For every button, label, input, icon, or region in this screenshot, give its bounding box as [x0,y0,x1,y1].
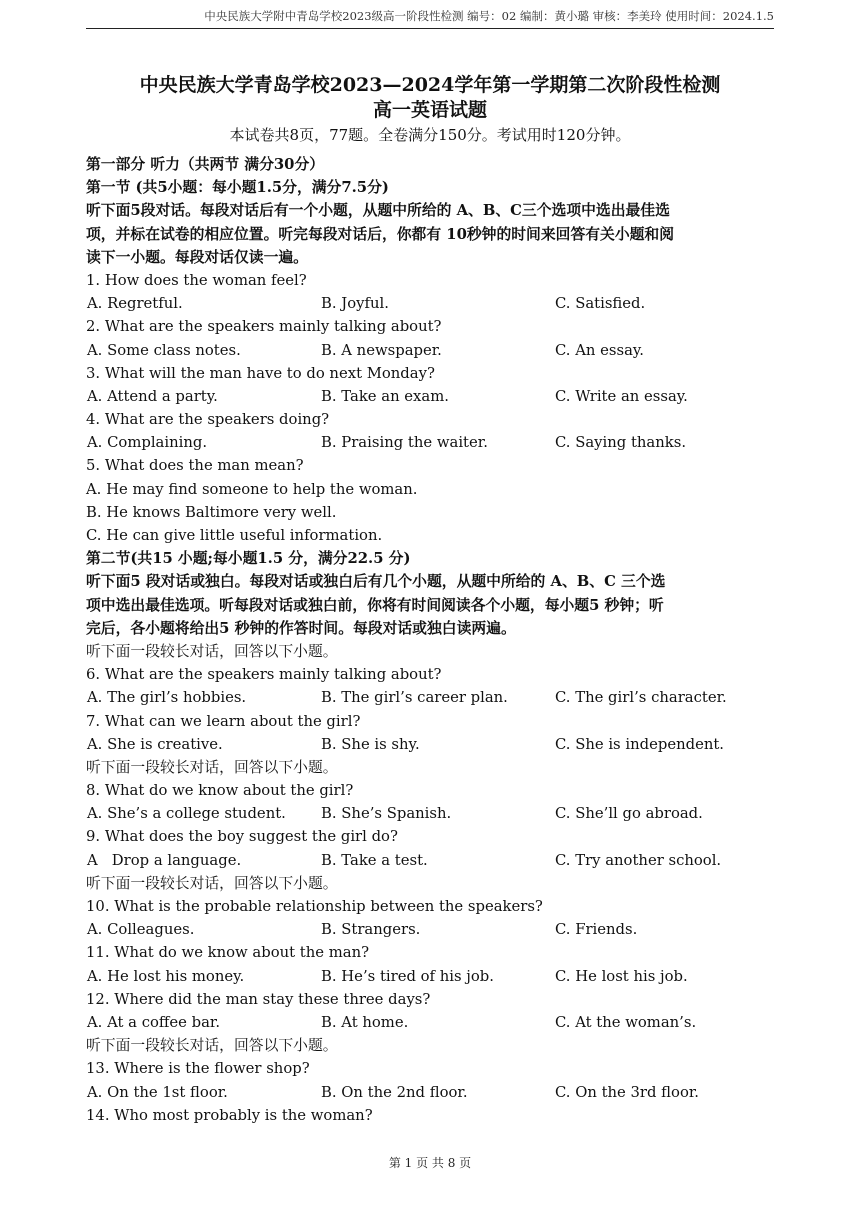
exam-subject-title: 高一英语试题 [372,99,487,121]
question-text: 1. How does the woman feel? [86,271,307,289]
question-text: 5. What does the man mean? [86,457,304,475]
option-c: C. Try another school. [555,851,722,869]
section1-instruction-line: 听下面5段对话。每段对话后有一个小题，从题中所给的 A、B、C三个选项中选出最佳选 [86,202,670,220]
option-c: C. Satisfied. [555,295,646,313]
option-b: B. Praising the waiter. [321,434,488,452]
option-a: A. Complaining. [87,434,208,452]
question-text: 12. Where did the man stay these three days? [86,990,431,1008]
option-b: B. He’s tired of his job. [321,967,494,985]
section1-heading: 第一节 (共5小题：每小题1.5分，满分7.5分) [86,179,389,197]
option-b: B. The girl’s career plan. [321,689,508,707]
option-c: C. He lost his job. [555,967,688,985]
option-b: B. Strangers. [321,921,421,939]
question-options [86,292,778,315]
exam-content [86,153,778,1127]
question-options [86,385,778,408]
option-a: A. He may find someone to help the woman. [86,480,418,498]
option-b: B. She’s Spanish. [321,805,452,823]
dialogue-prompt: 听下面一段较长对话，回答以下小题。 [86,642,338,660]
option-a: A. She’s a college student. [87,805,286,823]
question-options [86,849,778,872]
question-options [86,802,778,825]
option-a: A. Attend a party. [87,387,218,405]
option-c: C. The girl’s character. [555,689,727,707]
section1-instruction-line: 读下一小题。每段对话仅读一遍。 [86,248,308,266]
option-a: A. At a coffee bar. [87,1013,221,1031]
option-a: A. On the 1st floor. [87,1083,228,1101]
dialogue-prompt: 听下面一段较长对话，回答以下小题。 [86,1037,338,1055]
section2-heading: 第二节(共15 小题;每小题1.5 分，满分22.5 分) [86,550,411,568]
option-b: B. He knows Baltimore very well. [86,503,337,521]
dialogue-prompt: 听下面一段较长对话，回答以下小题。 [86,874,338,892]
exam-title: 中央民族大学青岛学校2023—2024学年第一学期第二次阶段性检测 [139,74,721,96]
question-text: 10. What is the probable relationship between the speakers? [86,898,543,915]
option-b: B. A newspaper. [321,341,442,359]
option-b: B. Take a test. [321,851,428,869]
question-text: 2. What are the speakers mainly talking about? [86,318,442,336]
option-b: B. She is shy. [321,735,420,753]
section2-instruction-line: 完后，各小题将给出5 秒钟的作答时间。每段对话或独白读两遍。 [86,619,516,637]
header-divider [86,28,774,29]
question-options [86,1011,778,1034]
option-b: B. Joyful. [321,295,389,313]
question-options [86,965,778,988]
question-text: 14. Who most probably is the woman? [86,1106,373,1124]
question-text: 3. What will the man have to do next Monday? [86,364,435,382]
option-c: C. She is independent. [555,735,725,753]
question-options [86,918,778,941]
question-text: 4. What are the speakers doing? [86,411,330,429]
option-a: A. The girl’s hobbies. [87,689,247,707]
option-a: A. He lost his money. [87,967,245,985]
question-options [86,686,778,709]
option-c: C. Write an essay. [555,387,688,405]
option-c: C. Friends. [555,921,638,939]
question-text: 6. What are the speakers mainly talking about? [86,666,442,684]
section1-instruction-line: 项，并标在试卷的相应位置。听完每段对话后，你都有 10秒钟的时间来回答有关小题和阅 [86,225,675,243]
option-c: C. He can give little useful information. [86,527,383,544]
option-b: B. Take an exam. [321,387,449,405]
page-number: 第 1 页 共 8 页 [388,1156,472,1170]
option-c: C. On the 3rd floor. [555,1083,700,1101]
question-text: 9. What does the boy suggest the girl do? [86,828,398,846]
question-options [86,733,778,756]
option-a: A Drop a language. [87,851,242,869]
question-text: 13. Where is the flower shop? [86,1060,310,1078]
option-c: C. At the woman’s. [555,1013,697,1031]
option-a: A. Colleagues. [87,921,195,939]
option-b: B. At home. [321,1013,409,1031]
document-header: 中央民族大学附中青岛学校2023级高一阶段性检测 编号：02 编制：黄小璐 审核：李美玲 使用时间：2024.1.5 [204,9,774,23]
option-a: A. Some class notes. [87,341,241,359]
option-c: C. She’ll go abroad. [555,805,703,823]
question-text: 7. What can we learn about the girl? [86,712,361,730]
dialogue-prompt: 听下面一段较长对话，回答以下小题。 [86,758,338,776]
question-text: 11. What do we know about the man? [86,944,370,962]
option-c: C. An essay. [555,341,644,359]
option-a: A. Regretful. [87,295,183,313]
section2-instruction-line: 听下面5 段对话或独白。每段对话或独白后有几个小题，从题中所给的 A、B、C 三个选 [86,573,666,591]
question-options [86,431,778,454]
question-options [86,1081,778,1104]
option-c: C. Saying thanks. [555,434,687,452]
option-b: B. On the 2nd floor. [321,1083,468,1101]
exam-info: 本试卷共8页，77题。全卷满分150分。考试用时120分钟。 [229,126,631,144]
question-text: 8. What do we know about the girl? [86,782,354,800]
section2-instruction-line: 项中选出最佳选项。听每段对话或独白前，你将有时间阅读各个小题，每小题5 秒钟；听 [86,596,664,614]
question-options [86,339,778,362]
option-a: A. She is creative. [87,735,223,753]
part1-heading: 第一部分 听力（共两节 满分30分） [86,156,325,173]
